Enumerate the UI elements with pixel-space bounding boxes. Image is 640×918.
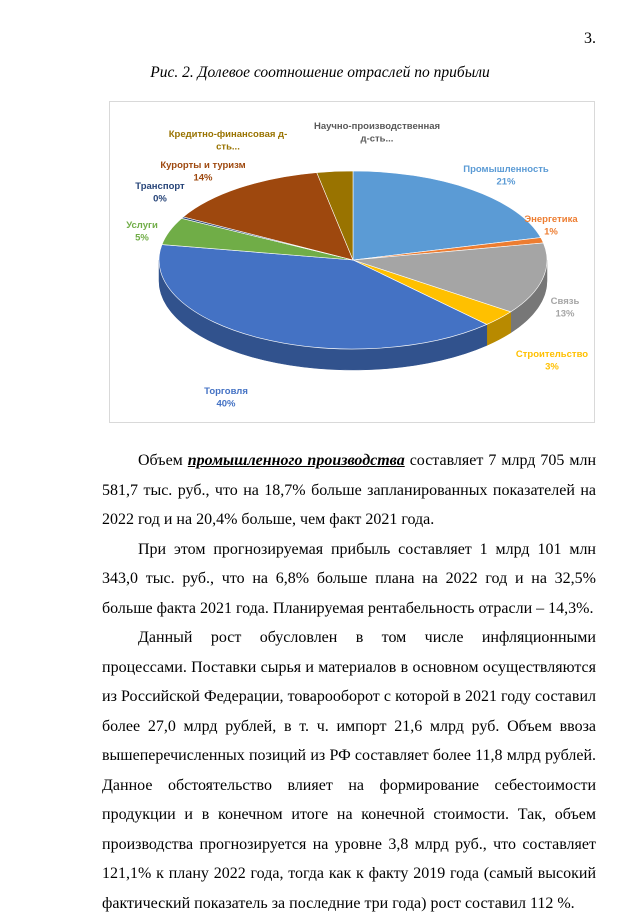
slice-label-4-line-0: Торговля (204, 386, 248, 397)
figure-caption: Рис. 2. Долевое соотношение отраслей по прибыли (150, 64, 490, 81)
slice-label-6-line-1: 0% (153, 193, 167, 205)
slice-label-0-line-1: 21% (496, 176, 516, 188)
slice-label-8-line-1: сть... (216, 141, 240, 153)
slice-label-8-line-0: Кредитно-финансовая д- (168, 129, 288, 140)
paragraph-profit: При этом прогнозируемая прибыль составляет 1 млрд 101 млн 343,0 тыс. руб., что на 6,8% больше плана на 2022 год и на 32,5% больше факта 2021 года. Планируемая рентабельность отрасли – 14,3%. (102, 540, 596, 617)
slice-label-1-line-0: Энергетика (524, 214, 578, 225)
slice-label-9-line-1: д-сть... (360, 133, 394, 145)
slice-label-4-line-1: 40% (216, 398, 236, 410)
paragraph-growth: Данный рост обусловлен в том числе инфляционными процессами. Поставки сырья и материалов в основном осуществляются из Российской Федерации, товарооборот с которой в 2021 году составил более 27,0 млрд рублей, в т. ч. импорт 21,6 млрд руб. Объем ввоза вышеперечисленных позиций из РФ составляет более 11,8 млрд рублей. Данное обстоятельство влияет на формирование себестоимости продукции и в конечном итоге на конечной стоимости. Так, объем производства прогнозируется на уровне 3,8 млрд руб., что составляет 121,1% к плану 2022 года, тогда как к факту 2019 года (самый высокий фактический показатель за последние три года) рост составил 112 %. (102, 629, 596, 912)
slice-label-9-line-0: Научно-производственная (313, 121, 441, 132)
slice-label-5-line-1: 5% (135, 232, 149, 244)
slice-label-2-line-0: Связь (550, 296, 580, 307)
slice-label-0-line-0: Промышленность (463, 164, 549, 175)
slice-label-1-line-1: 1% (544, 226, 558, 238)
page-number: 3. (584, 30, 596, 47)
slice-label-3-line-1: 3% (545, 361, 559, 373)
slice-label-6-line-0: Транспорт (135, 181, 185, 192)
p1-part1: Объем (138, 452, 188, 469)
pie-chart (109, 101, 595, 423)
emphasis-industrial-production: промышленного производства (187, 452, 405, 469)
pie-chart-canvas (110, 102, 596, 424)
slice-label-3-line-0: Строительство (515, 349, 589, 360)
slice-label-7-line-1: 14% (193, 172, 213, 184)
paragraph-industrial-output (102, 446, 596, 535)
p1-part2: составляет 7 млрд 705 млн 581,7 тыс. руб., что на 18,7% больше запланированных показателей на 2022 год и на 20,4% больше, чем факт 2021 года. (102, 452, 597, 528)
slice-label-2-line-1: 13% (555, 308, 575, 320)
slice-label-5-line-0: Услуги (126, 220, 158, 231)
body-text (102, 446, 596, 918)
slice-label-7-line-0: Курорты и туризм (160, 160, 246, 171)
pie-top (159, 171, 547, 349)
